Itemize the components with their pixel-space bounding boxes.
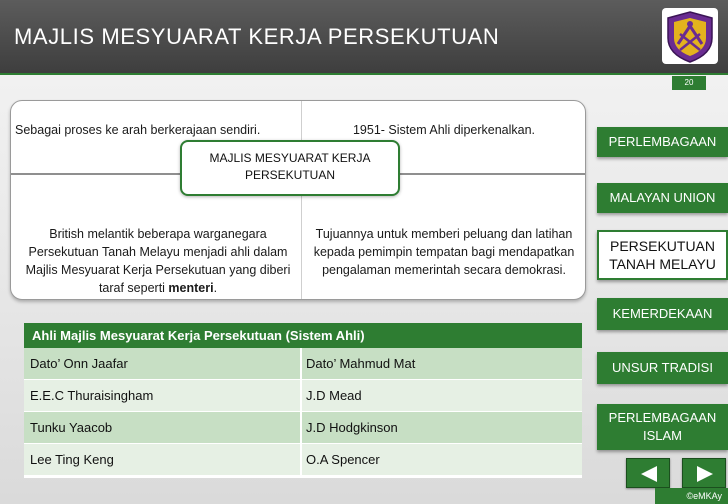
table-cell-right: O.A Spencer <box>306 452 380 467</box>
members-table <box>24 323 582 478</box>
card-text-bottom-left <box>25 225 291 297</box>
card-text-bottom-left-end: . <box>213 281 218 295</box>
card-text-top-left: Sebagai proses ke arah berkerajaan sendiri. <box>15 123 261 137</box>
page-title: MAJLIS MESYUARAT KERJA PERSEKUTUAN <box>14 24 500 49</box>
table-cell-right: J.D Mead <box>306 388 362 403</box>
card-divider-vertical <box>301 101 302 299</box>
nav-unsur-tradisi[interactable]: UNSUR TRADISI <box>597 352 728 384</box>
card-text-bottom-left-bold: menteri <box>168 281 214 295</box>
header-bar <box>0 0 728 75</box>
table-cell-separator <box>300 380 302 411</box>
table-cell-separator <box>300 348 302 379</box>
table-cell-left: E.E.C Thuraisingham <box>30 388 154 403</box>
arrow-left-icon <box>637 464 661 484</box>
nav-perlembagaan-islam[interactable]: PERLEMBAGAAN ISLAM <box>597 404 728 450</box>
info-card <box>10 100 586 300</box>
table-row <box>24 412 582 443</box>
prev-slide-button[interactable] <box>626 458 670 488</box>
next-slide-button[interactable] <box>682 458 726 488</box>
card-text-bottom-right: Tujuannya untuk memberi peluang dan latihan kepada pemimpin tempatan bagi mendapatkan pengalaman memerintah secara demokrasi. <box>313 227 575 277</box>
table-row <box>24 380 582 411</box>
card-text-bottom-left-main: British melantik beberapa warganegara Persekutuan Tanah Melayu menjadi ahli dalam Majlis Mesyuarat Kerja Persekutuan yang diberi taraf seperti <box>25 227 291 295</box>
table-cell-left: Lee Ting Keng <box>30 452 114 467</box>
table-cell-left: Tunku Yaacob <box>30 420 113 435</box>
table-cell-separator <box>300 412 302 443</box>
table-cell-separator <box>300 444 302 475</box>
university-logo-icon <box>658 4 722 68</box>
card-text-top-right: 1951- Sistem Ahli diperkenalkan. <box>352 123 536 137</box>
nav-kemerdekaan[interactable]: KEMERDEKAAN <box>597 298 728 330</box>
center-topic-box: MAJLIS MESYUARAT KERJA PERSEKUTUAN <box>180 140 400 196</box>
nav-perlembagaan[interactable]: PERLEMBAGAAN <box>597 127 728 157</box>
copyright-footer: ©eMKAy <box>655 488 728 504</box>
table-cell-right: Dato’ Mahmud Mat <box>306 356 416 371</box>
nav-persekutuan-tanah-melayu[interactable]: PERSEKUTUAN TANAH MELAYU <box>597 230 728 280</box>
slide-number: 20 <box>672 76 706 90</box>
table-row <box>24 348 582 379</box>
table-cell-right: J.D Hodgkinson <box>306 420 398 435</box>
arrow-right-icon <box>693 464 717 484</box>
table-row <box>24 444 582 475</box>
table-header: Ahli Majlis Mesyuarat Kerja Persekutuan (Sistem Ahli) <box>24 323 582 348</box>
nav-malayan-union[interactable]: MALAYAN UNION <box>597 183 728 213</box>
table-cell-left: Dato’ Onn Jaafar <box>30 356 128 371</box>
